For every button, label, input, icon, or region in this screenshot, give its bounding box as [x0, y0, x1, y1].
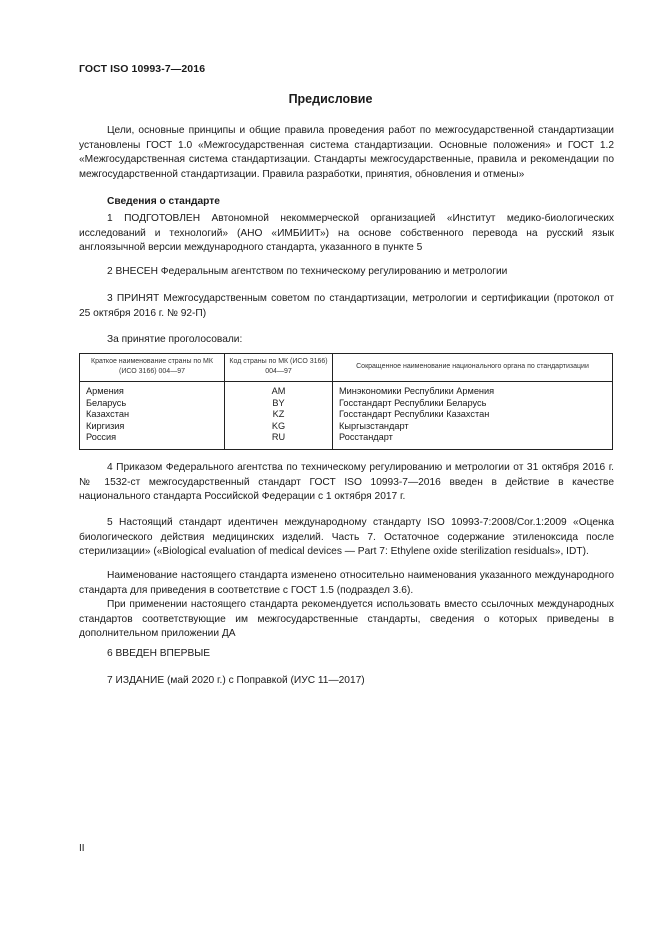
item-5-paragraph	[79, 516, 614, 560]
country-code-cell: BY	[225, 398, 333, 410]
country-code-cell: RU	[225, 432, 333, 449]
item-3-paragraph	[79, 292, 614, 321]
header-country-name: Краткое наименование страны по МК (ИСО 3166) 004—97	[80, 354, 225, 382]
country-code-cell: KZ	[225, 409, 333, 421]
item-4-text: 4 Приказом Федерального агентства по техническому регулированию и метрологии от 31 октября 2016 г. № 1532-ст межгосударственный стандарт ГОСТ ISO 10993-7—2016 введен в действие в качестве национального стандарта Российской Федерации с 1 октября 2017 г.	[79, 462, 614, 503]
item-2-text: 2 ВНЕСЕН Федеральным агентством по техническому регулированию и метрологии	[107, 266, 508, 277]
voting-countries-table	[79, 353, 613, 450]
country-code-cell: AM	[225, 382, 333, 398]
foreword-intro-text: Цели, основные принципы и общие правила проведения работ по межгосударственной стандартизации установлены ГОСТ 1.0 «Межгосударственная система стандартизации. Основные положения» и ГОСТ 1.2 «Межгосударственная система стандартизации. Стандарты межгосударственные, правила и рекомендации по межгосударственной стандартизации. Правила разработки, принятия, обновления и отмены»	[79, 125, 614, 180]
national-body-cell: Росстандарт	[339, 432, 393, 443]
item-1-text: 1 ПОДГОТОВЛЕН Автономной некоммерческой организацией «Институт медико-биологических исследований и технологий» (АНО «ИМБИИТ») на основе собственного перевода на русский язык англоязычной версии международного стандарта, указанного в пункте 5	[79, 213, 614, 254]
foreword-intro	[79, 124, 614, 182]
vote-label-paragraph	[79, 333, 614, 348]
item-5-name-note	[79, 569, 614, 598]
table-row	[80, 382, 613, 398]
page-number: II	[79, 843, 85, 854]
national-body-cell: Кыргызстандарт	[339, 420, 409, 431]
table-header-row	[80, 354, 613, 382]
national-body-cell: Госстандарт Республики Казахстан	[339, 409, 490, 420]
country-name-cell: Киргизия	[80, 421, 225, 433]
national-body-cell: Госстандарт Республики Беларусь	[339, 397, 487, 408]
page-title: Предисловие	[288, 92, 373, 106]
item-6-text: 6 ВВЕДЕН ВПЕРВЫЕ	[107, 648, 211, 659]
item-7-text: 7 ИЗДАНИЕ (май 2020 г.) с Поправкой (ИУС 11—2017)	[107, 675, 365, 686]
vote-label: За принятие проголосовали:	[107, 334, 243, 345]
document-header: ГОСТ ISO 10993-7—2016	[79, 63, 206, 75]
country-name-cell: Армения	[80, 382, 225, 398]
country-name-cell: Россия	[80, 432, 225, 449]
item-5-references-note	[79, 598, 614, 642]
item-3-text: 3 ПРИНЯТ Межгосударственным советом по стандартизации, метрологии и сертификации (протокол от 25 октября 2016 г. № 92-П)	[79, 293, 614, 319]
table-row	[80, 432, 613, 449]
item-5-name-text: Наименование настоящего стандарта изменено относительно наименования указанного международного стандарта для приведения в соответствие с ГОСТ 1.5 (подраздел 3.6).	[79, 570, 614, 596]
country-name-cell: Беларусь	[80, 398, 225, 410]
header-national-body: Сокращенное наименование национального органа по стандартизации	[333, 354, 613, 382]
country-name-cell: Казахстан	[80, 409, 225, 421]
item-7-paragraph	[79, 674, 614, 689]
item-5-references-text: При применении настоящего стандарта рекомендуется использовать вместо ссылочных международных стандартов соответствующие им межгосударственные стандарты, сведения о которых приведены в дополнительном приложении ДА	[79, 599, 614, 640]
country-code-cell: KG	[225, 421, 333, 433]
header-country-code: Код страны по МК (ИСО 3166) 004—97	[225, 354, 333, 382]
item-6-paragraph	[79, 647, 614, 662]
section-heading: Сведения о стандарте	[107, 196, 220, 207]
table-row	[80, 421, 613, 433]
item-4-paragraph	[79, 461, 614, 505]
item-2-paragraph	[79, 265, 614, 280]
table-row	[80, 409, 613, 421]
item-5-text: 5 Настоящий стандарт идентичен международному стандарту ISO 10993-7:2008/Cor.1:2009 «Оценка биологического действия медицинских изделий. Часть 7. Остаточное содержание этиленоксида после стерилизации» («Biological evaluation of medical devices — Part 7: Ethylene oxide sterilization residuals», IDT).	[79, 517, 614, 558]
national-body-cell: Минэкономики Республики Армения	[339, 386, 495, 396]
table-row	[80, 398, 613, 410]
item-1-paragraph	[79, 212, 614, 256]
